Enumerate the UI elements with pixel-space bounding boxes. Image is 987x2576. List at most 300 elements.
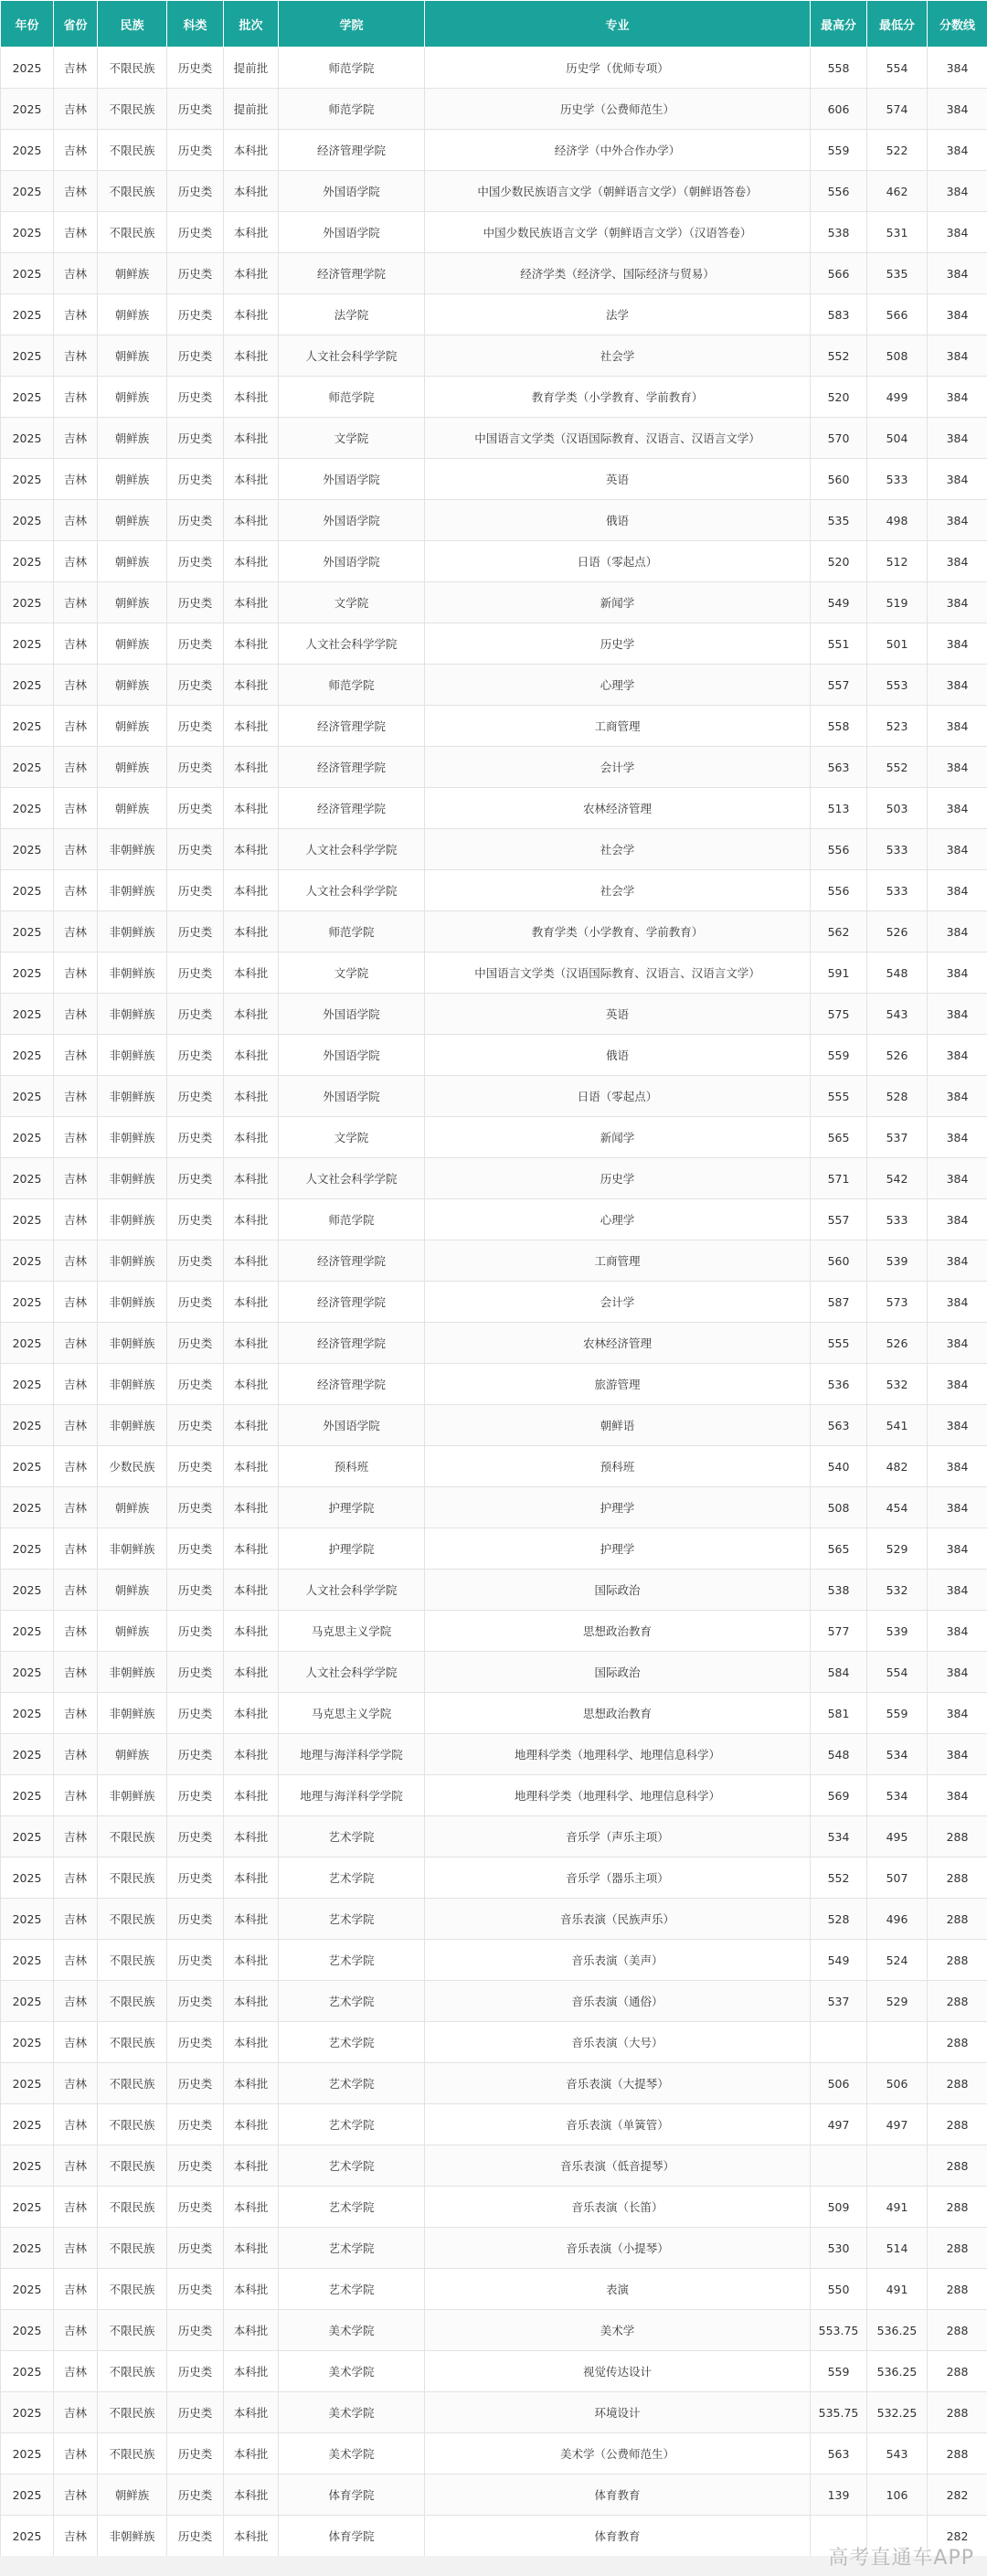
cell-batch: 本科批 xyxy=(224,2351,279,2392)
table-row xyxy=(1,1816,987,1857)
header-batch[interactable]: 批次 xyxy=(224,1,279,48)
cell-cutoff: 384 xyxy=(928,1611,987,1652)
cell-max-score: 550 xyxy=(811,2269,867,2310)
table-row xyxy=(1,1405,987,1446)
cell-cutoff: 288 xyxy=(928,2392,987,2433)
cell-subject-type: 历史类 xyxy=(167,582,224,623)
table-row xyxy=(1,1364,987,1405)
cell-max-score: 537 xyxy=(811,1981,867,2022)
cell-subject-type: 历史类 xyxy=(167,2269,224,2310)
cell-year: 2025 xyxy=(1,2228,54,2269)
cell-batch: 本科批 xyxy=(224,870,279,911)
table-row xyxy=(1,2187,987,2228)
cell-major: 朝鲜语 xyxy=(425,1405,811,1446)
cell-college: 美术学院 xyxy=(279,2351,425,2392)
cell-batch: 本科批 xyxy=(224,2475,279,2516)
cell-max-score: 563 xyxy=(811,2433,867,2475)
table-row xyxy=(1,2351,987,2392)
cell-major: 农林经济管理 xyxy=(425,1323,811,1364)
cell-ethnicity: 朝鲜族 xyxy=(98,1734,167,1775)
cell-province: 吉林 xyxy=(54,1775,98,1816)
cell-ethnicity: 朝鲜族 xyxy=(98,1487,167,1528)
cell-college: 艺术学院 xyxy=(279,2145,425,2187)
cell-major: 历史学 xyxy=(425,1158,811,1199)
cell-batch: 本科批 xyxy=(224,2022,279,2063)
cell-max-score: 587 xyxy=(811,1282,867,1323)
cell-college: 师范学院 xyxy=(279,89,425,130)
cell-major: 中国少数民族语言文学（朝鲜语言文学）（汉语答卷） xyxy=(425,212,811,253)
cell-batch: 本科批 xyxy=(224,1035,279,1076)
cell-subject-type: 历史类 xyxy=(167,294,224,335)
cell-subject-type: 历史类 xyxy=(167,1076,224,1117)
cell-subject-type: 历史类 xyxy=(167,253,224,294)
cell-subject-type: 历史类 xyxy=(167,2433,224,2475)
cell-subject-type: 历史类 xyxy=(167,1570,224,1611)
cell-year: 2025 xyxy=(1,1199,54,1240)
cell-min-score: 574 xyxy=(867,89,928,130)
cell-batch: 本科批 xyxy=(224,294,279,335)
cell-ethnicity: 朝鲜族 xyxy=(98,788,167,829)
cell-college: 预科班 xyxy=(279,1446,425,1487)
cell-max-score: 555 xyxy=(811,1323,867,1364)
cell-province: 吉林 xyxy=(54,1693,98,1734)
cell-ethnicity: 非朝鲜族 xyxy=(98,870,167,911)
table-row xyxy=(1,747,987,788)
cell-batch: 本科批 xyxy=(224,1240,279,1282)
cell-major: 社会学 xyxy=(425,829,811,870)
cell-cutoff: 384 xyxy=(928,1076,987,1117)
cell-province: 吉林 xyxy=(54,953,98,994)
cell-province: 吉林 xyxy=(54,1652,98,1693)
cell-subject-type: 历史类 xyxy=(167,1611,224,1652)
cell-cutoff: 288 xyxy=(928,1857,987,1899)
cell-ethnicity: 不限民族 xyxy=(98,2187,167,2228)
cell-subject-type: 历史类 xyxy=(167,994,224,1035)
table-row xyxy=(1,1940,987,1981)
cell-ethnicity: 非朝鲜族 xyxy=(98,1076,167,1117)
cell-major: 国际政治 xyxy=(425,1652,811,1693)
cell-province: 吉林 xyxy=(54,747,98,788)
cell-cutoff: 288 xyxy=(928,2145,987,2187)
table-row xyxy=(1,2269,987,2310)
cell-province: 吉林 xyxy=(54,2310,98,2351)
cell-batch: 本科批 xyxy=(224,212,279,253)
cell-batch: 本科批 xyxy=(224,1734,279,1775)
cell-year: 2025 xyxy=(1,1405,54,1446)
cell-major: 视觉传达设计 xyxy=(425,2351,811,2392)
cell-ethnicity: 非朝鲜族 xyxy=(98,1528,167,1570)
cell-college: 人文社会科学学院 xyxy=(279,335,425,377)
table-row xyxy=(1,994,987,1035)
cell-year: 2025 xyxy=(1,665,54,706)
cell-cutoff: 384 xyxy=(928,1652,987,1693)
cell-province: 吉林 xyxy=(54,1816,98,1857)
cell-cutoff: 384 xyxy=(928,1405,987,1446)
cell-province: 吉林 xyxy=(54,623,98,665)
cell-major: 农林经济管理 xyxy=(425,788,811,829)
cell-cutoff: 384 xyxy=(928,911,987,953)
cell-batch: 本科批 xyxy=(224,1323,279,1364)
cell-province: 吉林 xyxy=(54,2145,98,2187)
cell-cutoff: 384 xyxy=(928,48,987,89)
cell-batch: 本科批 xyxy=(224,1487,279,1528)
cell-major: 工商管理 xyxy=(425,1240,811,1282)
cell-max-score: 559 xyxy=(811,2351,867,2392)
cell-subject-type: 历史类 xyxy=(167,1487,224,1528)
cell-batch: 本科批 xyxy=(224,1816,279,1857)
cell-ethnicity: 不限民族 xyxy=(98,2269,167,2310)
cell-max-score: 566 xyxy=(811,253,867,294)
cell-province: 吉林 xyxy=(54,1240,98,1282)
cell-province: 吉林 xyxy=(54,911,98,953)
cell-max-score xyxy=(811,2145,867,2187)
cell-year: 2025 xyxy=(1,1899,54,1940)
cell-year: 2025 xyxy=(1,829,54,870)
cell-ethnicity: 不限民族 xyxy=(98,212,167,253)
cell-cutoff: 384 xyxy=(928,1775,987,1816)
table-row xyxy=(1,2433,987,2475)
cell-major: 美术学（公费师范生） xyxy=(425,2433,811,2475)
cell-max-score xyxy=(811,2022,867,2063)
cell-max-score: 535.75 xyxy=(811,2392,867,2433)
cell-year: 2025 xyxy=(1,1816,54,1857)
cell-min-score: 532.25 xyxy=(867,2392,928,2433)
cell-major: 历史学（优师专项） xyxy=(425,48,811,89)
cell-min-score: 536.25 xyxy=(867,2351,928,2392)
cell-subject-type: 历史类 xyxy=(167,1117,224,1158)
cell-batch: 本科批 xyxy=(224,1693,279,1734)
header-college[interactable]: 学院 xyxy=(279,1,425,48)
cell-subject-type: 历史类 xyxy=(167,212,224,253)
cell-cutoff: 288 xyxy=(928,2433,987,2475)
cell-min-score: 533 xyxy=(867,459,928,500)
cell-min-score: 537 xyxy=(867,1117,928,1158)
cell-year: 2025 xyxy=(1,253,54,294)
cell-min-score: 524 xyxy=(867,1940,928,1981)
cell-min-score: 529 xyxy=(867,1528,928,1570)
cell-subject-type: 历史类 xyxy=(167,829,224,870)
cell-major: 表演 xyxy=(425,2269,811,2310)
cell-ethnicity: 不限民族 xyxy=(98,2022,167,2063)
cell-subject-type: 历史类 xyxy=(167,2228,224,2269)
cell-year: 2025 xyxy=(1,2104,54,2145)
table-row xyxy=(1,1117,987,1158)
cell-province: 吉林 xyxy=(54,1528,98,1570)
cell-year: 2025 xyxy=(1,1158,54,1199)
cell-college: 地理与海洋科学学院 xyxy=(279,1775,425,1816)
cell-province: 吉林 xyxy=(54,870,98,911)
cell-year: 2025 xyxy=(1,1940,54,1981)
table-row xyxy=(1,2145,987,2187)
cell-min-score: 462 xyxy=(867,171,928,212)
cell-year: 2025 xyxy=(1,1981,54,2022)
cell-max-score: 552 xyxy=(811,335,867,377)
cell-college: 艺术学院 xyxy=(279,1981,425,2022)
cell-college: 艺术学院 xyxy=(279,2269,425,2310)
cell-province: 吉林 xyxy=(54,1323,98,1364)
cell-max-score: 558 xyxy=(811,706,867,747)
cell-province: 吉林 xyxy=(54,2022,98,2063)
cell-major: 法学 xyxy=(425,294,811,335)
cell-batch: 本科批 xyxy=(224,1446,279,1487)
cell-college: 马克思主义学院 xyxy=(279,1693,425,1734)
cell-cutoff: 282 xyxy=(928,2516,987,2557)
table-row xyxy=(1,1570,987,1611)
cell-cutoff: 384 xyxy=(928,171,987,212)
header-year[interactable]: 年份 xyxy=(1,1,54,48)
cell-ethnicity: 非朝鲜族 xyxy=(98,1035,167,1076)
cell-province: 吉林 xyxy=(54,294,98,335)
cell-subject-type: 历史类 xyxy=(167,1693,224,1734)
header-subject-type[interactable]: 科类 xyxy=(167,1,224,48)
cell-college: 经济管理学院 xyxy=(279,130,425,171)
cell-subject-type: 历史类 xyxy=(167,1240,224,1282)
table-row xyxy=(1,1981,987,2022)
cell-batch: 本科批 xyxy=(224,911,279,953)
cell-major: 心理学 xyxy=(425,665,811,706)
cell-province: 吉林 xyxy=(54,994,98,1035)
cell-cutoff: 384 xyxy=(928,747,987,788)
cell-max-score: 606 xyxy=(811,89,867,130)
cell-batch: 本科批 xyxy=(224,2145,279,2187)
cell-cutoff: 288 xyxy=(928,1981,987,2022)
cell-major: 英语 xyxy=(425,459,811,500)
cell-max-score: 552 xyxy=(811,1857,867,1899)
cell-college: 体育学院 xyxy=(279,2475,425,2516)
cell-college: 艺术学院 xyxy=(279,2063,425,2104)
cell-ethnicity: 非朝鲜族 xyxy=(98,1199,167,1240)
cell-ethnicity: 不限民族 xyxy=(98,2351,167,2392)
cell-college: 人文社会科学学院 xyxy=(279,829,425,870)
cell-max-score: 528 xyxy=(811,1899,867,1940)
cell-cutoff: 384 xyxy=(928,706,987,747)
header-ethnicity[interactable]: 民族 xyxy=(98,1,167,48)
cell-max-score: 575 xyxy=(811,994,867,1035)
cell-subject-type: 历史类 xyxy=(167,788,224,829)
cell-max-score: 557 xyxy=(811,1199,867,1240)
cell-batch: 本科批 xyxy=(224,829,279,870)
cell-max-score: 583 xyxy=(811,294,867,335)
cell-province: 吉林 xyxy=(54,1076,98,1117)
cell-college: 艺术学院 xyxy=(279,2022,425,2063)
cell-ethnicity: 非朝鲜族 xyxy=(98,1240,167,1282)
cell-ethnicity: 朝鲜族 xyxy=(98,500,167,541)
cell-province: 吉林 xyxy=(54,89,98,130)
cell-ethnicity: 不限民族 xyxy=(98,1981,167,2022)
cell-min-score: 532 xyxy=(867,1570,928,1611)
cell-major: 新闻学 xyxy=(425,1117,811,1158)
cell-min-score: 542 xyxy=(867,1158,928,1199)
cell-college: 人文社会科学学院 xyxy=(279,870,425,911)
cell-major: 心理学 xyxy=(425,1199,811,1240)
cell-ethnicity: 不限民族 xyxy=(98,1899,167,1940)
cell-province: 吉林 xyxy=(54,2104,98,2145)
table-row xyxy=(1,706,987,747)
watermark: 高考直通车APP xyxy=(828,2547,974,2570)
cell-year: 2025 xyxy=(1,870,54,911)
cell-min-score: 501 xyxy=(867,623,928,665)
cell-min-score: 554 xyxy=(867,48,928,89)
cell-cutoff: 384 xyxy=(928,1282,987,1323)
table-row xyxy=(1,1693,987,1734)
cell-college: 师范学院 xyxy=(279,377,425,418)
cell-province: 吉林 xyxy=(54,335,98,377)
cell-province: 吉林 xyxy=(54,2269,98,2310)
cell-subject-type: 历史类 xyxy=(167,2022,224,2063)
cell-year: 2025 xyxy=(1,747,54,788)
cell-batch: 本科批 xyxy=(224,1570,279,1611)
cell-year: 2025 xyxy=(1,2063,54,2104)
cell-major: 护理学 xyxy=(425,1528,811,1570)
cell-major: 音乐表演（长笛） xyxy=(425,2187,811,2228)
cell-cutoff: 384 xyxy=(928,1364,987,1405)
cell-province: 吉林 xyxy=(54,2516,98,2557)
cell-max-score: 553.75 xyxy=(811,2310,867,2351)
cell-max-score: 569 xyxy=(811,1775,867,1816)
cell-ethnicity: 朝鲜族 xyxy=(98,335,167,377)
cell-max-score: 538 xyxy=(811,212,867,253)
cell-min-score: 533 xyxy=(867,829,928,870)
cell-subject-type: 历史类 xyxy=(167,2104,224,2145)
cell-cutoff: 288 xyxy=(928,2104,987,2145)
cell-ethnicity: 非朝鲜族 xyxy=(98,1323,167,1364)
cell-cutoff: 384 xyxy=(928,253,987,294)
cell-province: 吉林 xyxy=(54,500,98,541)
cell-province: 吉林 xyxy=(54,2351,98,2392)
cell-province: 吉林 xyxy=(54,582,98,623)
cell-subject-type: 历史类 xyxy=(167,1775,224,1816)
table-row xyxy=(1,294,987,335)
cell-batch: 本科批 xyxy=(224,253,279,294)
cell-batch: 本科批 xyxy=(224,1199,279,1240)
cell-year: 2025 xyxy=(1,1446,54,1487)
cell-province: 吉林 xyxy=(54,2187,98,2228)
cell-province: 吉林 xyxy=(54,1405,98,1446)
cell-subject-type: 历史类 xyxy=(167,2187,224,2228)
table-row xyxy=(1,623,987,665)
cell-college: 艺术学院 xyxy=(279,1857,425,1899)
cell-cutoff: 384 xyxy=(928,1158,987,1199)
table-row xyxy=(1,541,987,582)
cell-province: 吉林 xyxy=(54,253,98,294)
cell-batch: 本科批 xyxy=(224,706,279,747)
cell-subject-type: 历史类 xyxy=(167,2475,224,2516)
cell-max-score: 563 xyxy=(811,1405,867,1446)
cell-min-score: 534 xyxy=(867,1734,928,1775)
cell-major: 预科班 xyxy=(425,1446,811,1487)
cell-province: 吉林 xyxy=(54,48,98,89)
cell-year: 2025 xyxy=(1,2475,54,2516)
cell-year: 2025 xyxy=(1,418,54,459)
cell-ethnicity: 非朝鲜族 xyxy=(98,1158,167,1199)
cell-min-score: 526 xyxy=(867,1035,928,1076)
cell-subject-type: 历史类 xyxy=(167,2392,224,2433)
cell-college: 经济管理学院 xyxy=(279,747,425,788)
cell-subject-type: 历史类 xyxy=(167,1940,224,1981)
cell-year: 2025 xyxy=(1,1734,54,1775)
cell-max-score: 548 xyxy=(811,1734,867,1775)
cell-year: 2025 xyxy=(1,500,54,541)
cell-subject-type: 历史类 xyxy=(167,1652,224,1693)
cell-subject-type: 历史类 xyxy=(167,335,224,377)
cell-ethnicity: 不限民族 xyxy=(98,130,167,171)
table-row xyxy=(1,1734,987,1775)
cell-college: 护理学院 xyxy=(279,1528,425,1570)
cell-min-score: 535 xyxy=(867,253,928,294)
cell-batch: 本科批 xyxy=(224,1940,279,1981)
cell-major: 俄语 xyxy=(425,1035,811,1076)
cell-batch: 本科批 xyxy=(224,1775,279,1816)
header-min-score[interactable]: 最低分 xyxy=(867,1,928,48)
cell-max-score: 557 xyxy=(811,665,867,706)
cell-cutoff: 384 xyxy=(928,500,987,541)
cell-min-score: 106 xyxy=(867,2475,928,2516)
cell-max-score: 591 xyxy=(811,953,867,994)
cell-college: 体育学院 xyxy=(279,2516,425,2557)
cell-batch: 本科批 xyxy=(224,1117,279,1158)
cell-min-score xyxy=(867,2022,928,2063)
cell-year: 2025 xyxy=(1,1240,54,1282)
cell-max-score: 508 xyxy=(811,1487,867,1528)
cell-min-score: 491 xyxy=(867,2269,928,2310)
cell-min-score: 533 xyxy=(867,870,928,911)
cell-cutoff: 288 xyxy=(928,2228,987,2269)
table-row xyxy=(1,911,987,953)
cell-min-score: 514 xyxy=(867,2228,928,2269)
header-cutoff[interactable]: 分数线 xyxy=(928,1,987,48)
table-row xyxy=(1,1323,987,1364)
table-row xyxy=(1,171,987,212)
cell-ethnicity: 不限民族 xyxy=(98,1816,167,1857)
cell-year: 2025 xyxy=(1,2310,54,2351)
header-major[interactable]: 专业 xyxy=(425,1,811,48)
cell-province: 吉林 xyxy=(54,1035,98,1076)
cell-province: 吉林 xyxy=(54,829,98,870)
table-row xyxy=(1,1199,987,1240)
cell-max-score: 584 xyxy=(811,1652,867,1693)
cell-cutoff: 384 xyxy=(928,335,987,377)
table-header-row xyxy=(1,1,987,48)
cell-province: 吉林 xyxy=(54,1734,98,1775)
header-province[interactable]: 省份 xyxy=(54,1,98,48)
cell-batch: 本科批 xyxy=(224,994,279,1035)
cell-min-score: 491 xyxy=(867,2187,928,2228)
cell-major: 思想政治教育 xyxy=(425,1611,811,1652)
cell-year: 2025 xyxy=(1,788,54,829)
cell-college: 法学院 xyxy=(279,294,425,335)
cell-major: 音乐表演（单簧管） xyxy=(425,2104,811,2145)
cell-ethnicity: 朝鲜族 xyxy=(98,294,167,335)
cell-subject-type: 历史类 xyxy=(167,418,224,459)
cell-max-score: 509 xyxy=(811,2187,867,2228)
cell-min-score: 508 xyxy=(867,335,928,377)
cell-max-score: 555 xyxy=(811,1076,867,1117)
cell-batch: 本科批 xyxy=(224,1364,279,1405)
cell-ethnicity: 朝鲜族 xyxy=(98,582,167,623)
cell-year: 2025 xyxy=(1,582,54,623)
cell-min-score: 552 xyxy=(867,747,928,788)
cell-max-score: 560 xyxy=(811,1240,867,1282)
cell-cutoff: 384 xyxy=(928,89,987,130)
cell-year: 2025 xyxy=(1,2516,54,2557)
table-row xyxy=(1,1775,987,1816)
cell-province: 吉林 xyxy=(54,418,98,459)
header-max-score[interactable]: 最高分 xyxy=(811,1,867,48)
cell-subject-type: 历史类 xyxy=(167,1364,224,1405)
cell-ethnicity: 朝鲜族 xyxy=(98,623,167,665)
cell-ethnicity: 非朝鲜族 xyxy=(98,994,167,1035)
cell-subject-type: 历史类 xyxy=(167,1035,224,1076)
